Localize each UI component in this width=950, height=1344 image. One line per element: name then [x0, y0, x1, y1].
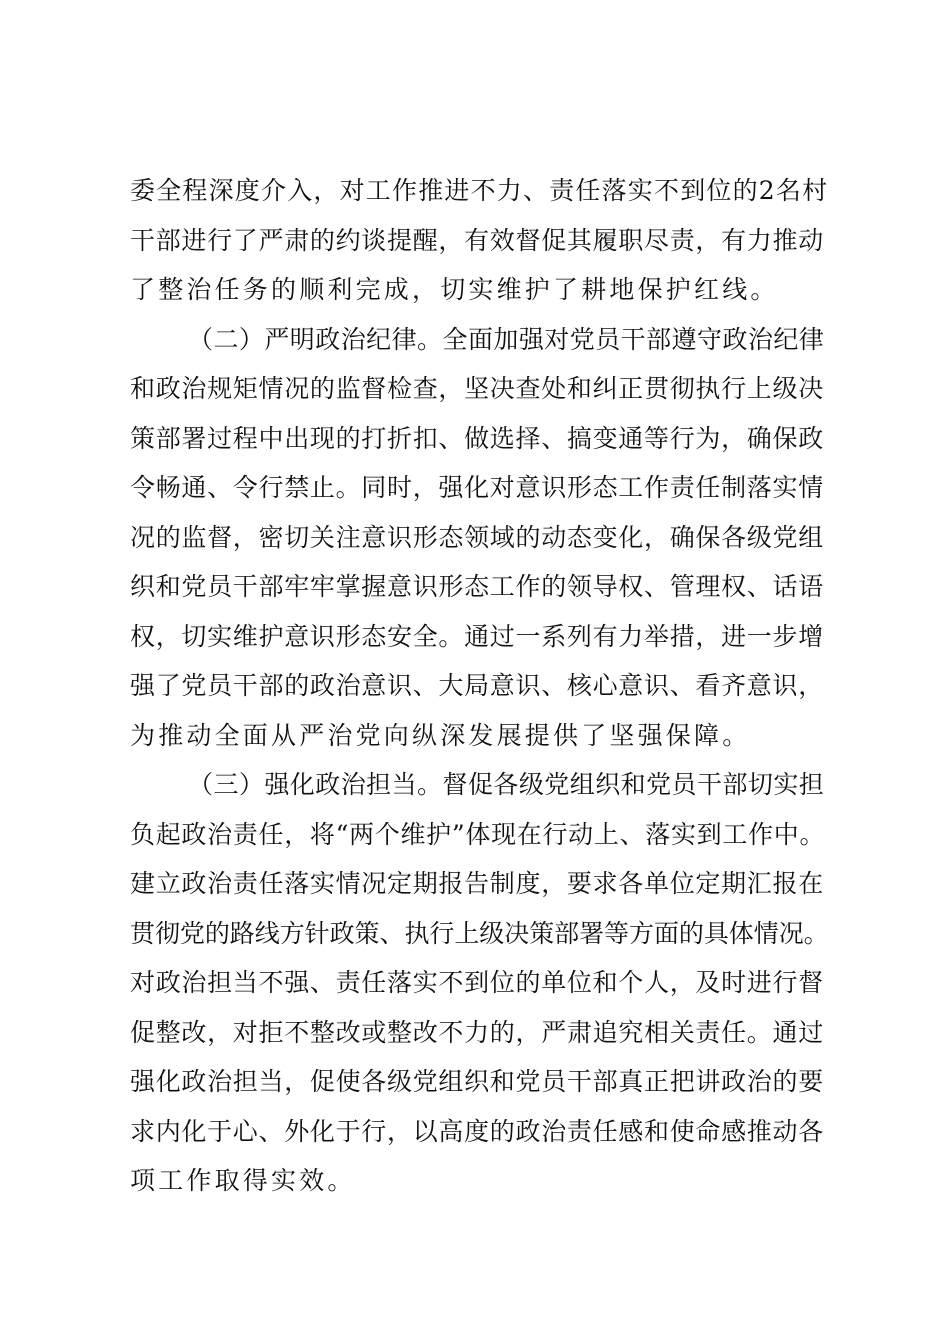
paragraph-continuation	[130, 166, 830, 315]
document-body	[130, 166, 830, 1206]
paragraph-political-discipline	[130, 315, 830, 761]
text-line: 委全程深度介入，对工作推进不力、责任落实不到位的2名村	[130, 176, 829, 205]
text-line: 负起政治责任，将“两个维护”体现在行动上、落实到工作中。	[130, 819, 826, 849]
text-line: 干部进行了严肃的约谈提醒，有效督促其履职尽责，有力推动	[130, 225, 824, 255]
text-line: 况的监督，密切关注意识形态领域的动态变化，确保各级党组	[130, 522, 824, 552]
text-line: （三）强化政治担当。督促各级党组织和党员干部切实担	[188, 770, 825, 799]
text-line: 强了党员干部的政治意识、大局意识、核心意识、看齐意识，	[130, 671, 824, 700]
text-line: 促整改，对拒不整改或整改不力的，严肃追究相关责任。通过	[130, 1017, 824, 1047]
text-line: 权，切实维护意识形态安全。通过一系列有力举措，进一步增	[130, 621, 824, 651]
text-line: 策部署过程中出现的打折扣、做选择、搞变通等行为，确保政	[130, 423, 824, 453]
text-line: 强化政治担当，促使各级党组织和党员干部真正把讲政治的要	[130, 1067, 824, 1096]
text-line: 贯彻党的路线方针政策、执行上级决策部署等方面的具体情况。	[130, 918, 829, 948]
text-line: 为推动全面从严治党向纵深发展提供了坚强保障。	[130, 720, 751, 750]
text-line: 建立政治责任落实情况定期报告制度，要求各单位定期汇报在	[130, 869, 824, 898]
text-line: 求内化于心、外化于行，以高度的政治责任感和使命感推动各	[130, 1116, 824, 1146]
text-line: 令畅通、令行禁止。同时，强化对意识形态工作责任制落实情	[130, 473, 824, 502]
text-line: 对政治担当不强、责任落实不到位的单位和个人，及时进行督	[130, 968, 824, 997]
text-line: 项工作取得实效。	[130, 1166, 356, 1195]
text-line: 织和党员干部牢牢掌握意识形态工作的领导权、管理权、话语	[130, 572, 824, 601]
text-line: （二）严明政治纪律。全面加强对党员干部遵守政治纪律	[188, 324, 825, 354]
text-line: 和政治规矩情况的监督检查，坚决查处和纠正贯彻执行上级决	[130, 374, 824, 403]
paragraph-political-responsibility	[130, 760, 830, 1206]
text-line: 了整治任务的顺利完成，切实维护了耕地保护红线。	[130, 275, 779, 304]
